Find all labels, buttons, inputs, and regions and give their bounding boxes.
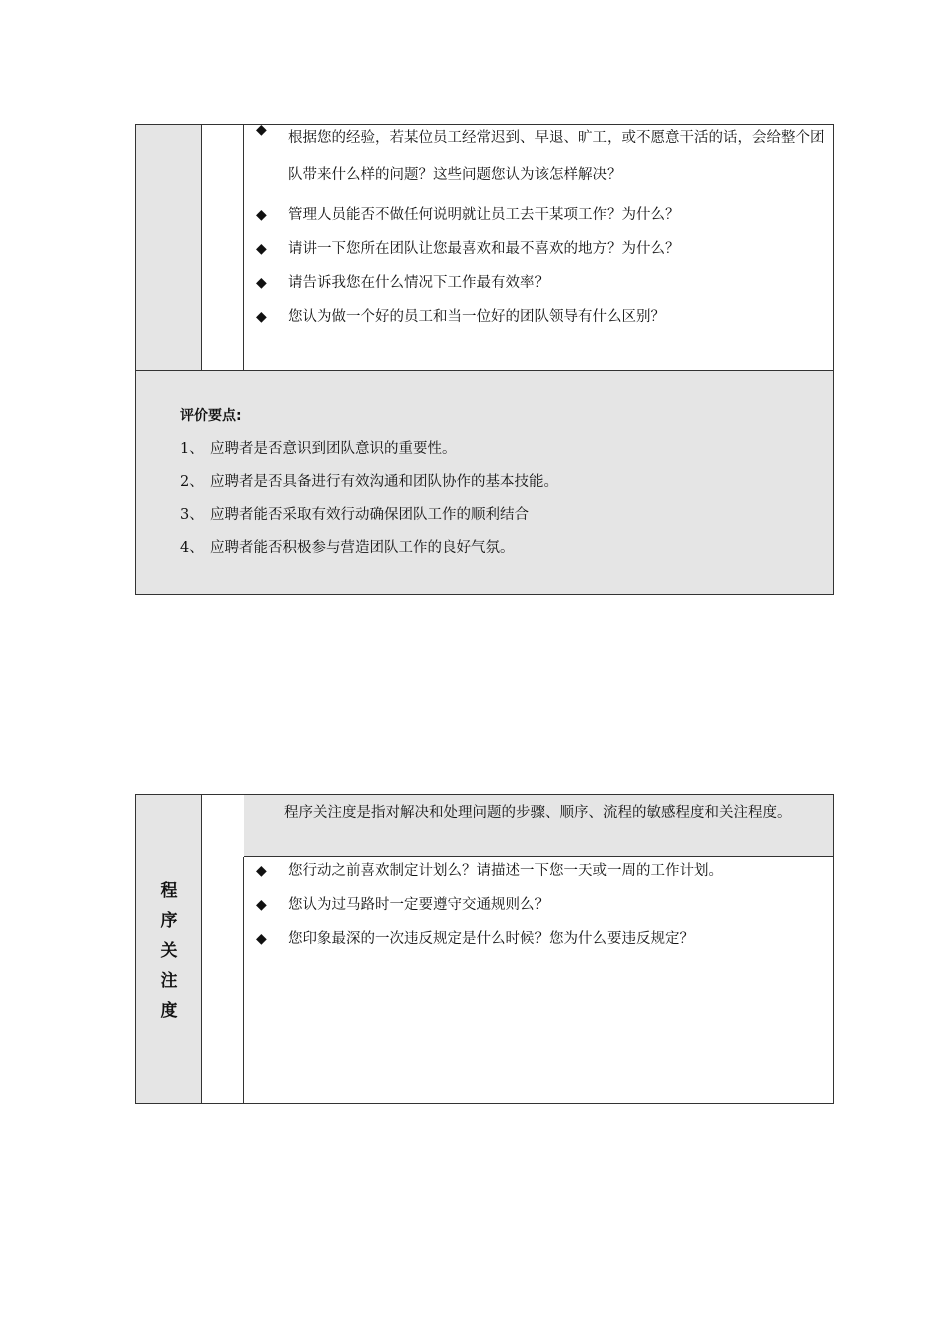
question-list (254, 861, 827, 949)
diamond-bullet-icon: ◆ (256, 309, 267, 325)
question-item: ◆ 您认为做一个好的员工和当一位好的团队领导有什么区别？ (256, 309, 665, 325)
evaluation-item: 1、 应聘者是否意识到团队意识的重要性。 (180, 441, 457, 457)
definition-text: 程序关注度是指对解决和处理问题的步骤、顺序、流程的敏感程度和关注程度。 (284, 805, 792, 821)
interview-table-team (135, 124, 834, 595)
category-cell (136, 125, 202, 370)
question-item: ◆ 请告诉我您在什么情况下工作最有效率？ (256, 275, 549, 291)
diamond-bullet-icon: ◆ (256, 863, 267, 879)
question-item: ◆ 您印象最深的一次违反规定是什么时候？您为什么要违反规定？ (256, 931, 694, 947)
definition-cell (244, 795, 833, 856)
question-item: ◆ 管理人员能否不做任何说明就让员工去干某项工作？为什么？ (256, 207, 680, 223)
diamond-bullet-icon: ◆ (256, 931, 267, 947)
evaluation-title: 评价要点: (180, 408, 242, 424)
evaluation-item: 3、 应聘者能否采取有效行动确保团队工作的顺利结合 (180, 507, 529, 523)
spacer-cell (202, 857, 244, 1103)
question-list (254, 122, 827, 327)
diamond-bullet-icon: ◆ (256, 207, 267, 223)
question-item: ◆ 您认为过马路时一定要遵守交通规则么？ (256, 897, 549, 913)
diamond-bullet-icon: ◆ (256, 275, 267, 291)
evaluation-item: 2、 应聘者是否具备进行有效沟通和团队协作的基本技能。 (180, 474, 558, 490)
spacer-cell (202, 125, 244, 370)
diamond-bullet-icon: ◆ (256, 897, 267, 913)
evaluation-item: 4、 应聘者能否积极参与营造团队工作的良好气氛。 (180, 540, 515, 556)
question-item: ◆ 您行动之前喜欢制定计划么？请描述一下您一天或一周的工作计划。 (256, 863, 723, 879)
category-label: 程 序 关 注 度 (160, 881, 178, 1021)
question-item: ◆ 根据您的经验，若某位员工经常迟到、早退、旷工，或不愿意干活的话，会给整个团队带来什么样的问题？这些问题您认为该怎样解决？ (256, 122, 825, 183)
diamond-bullet-icon: ◆ (256, 122, 267, 138)
interview-table-procedure (135, 794, 834, 1104)
diamond-bullet-icon: ◆ (256, 241, 267, 257)
question-item: ◆ 请讲一下您所在团队让您最喜欢和最不喜欢的地方？为什么？ (256, 241, 680, 257)
evaluation-points (180, 405, 558, 569)
